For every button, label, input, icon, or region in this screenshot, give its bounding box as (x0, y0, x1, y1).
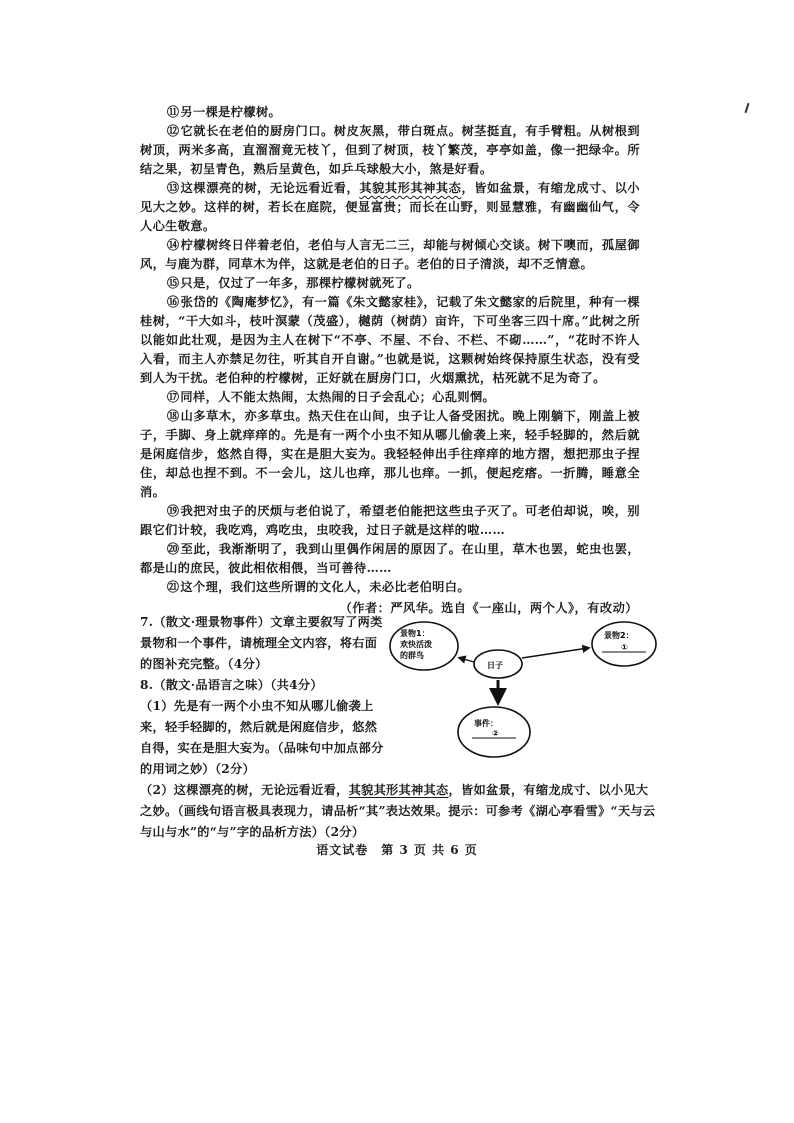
paragraph-text: 同样，人不能太热闹，太热闹的日子会乱心；心乱则惘。 (180, 390, 496, 404)
paragraph-number: ⑲ (166, 504, 180, 518)
paragraph-15 (140, 274, 640, 293)
arrow-to-node-2 (522, 648, 588, 658)
paragraph-text: 至此，我渐渐明了，我到山里偶作闲居的原因了。在山里，草木也罢，蛇虫也罢，都是山的庶民，彼此相依相偎，当可善待…… (140, 542, 641, 575)
paragraph-number: ⑳ (166, 542, 180, 556)
diagram-node-1-line3: 的群鸟 (400, 651, 424, 660)
paragraph-number: ⑬ (166, 181, 180, 195)
diagram-node-3-blank-marker: ② (492, 729, 499, 738)
diagram-node-2-blank-marker: ① (621, 643, 628, 652)
paragraph-14 (140, 236, 640, 274)
diagram-center-label: 日子 (487, 661, 503, 670)
paragraph-text: 我把对虫子的厌烦与老伯说了，希望老伯能把这些虫子灭了。可老伯却说，唉，别跟它们计较，我吃鸡，鸡吃虫，虫咬我，过日子就是这样的啦…… (140, 504, 641, 537)
paragraph-11 (140, 103, 640, 122)
paragraph-text: 这棵漂亮的树，无论远看近看， (180, 181, 360, 195)
paragraph-number: ⑯ (166, 295, 180, 309)
paragraph-13 (140, 179, 640, 236)
paragraph-text: 张岱的《陶庵梦忆》，有一篇《朱文懿家桂》，记载了朱文懿家的后院里，种有一棵桂树，“干大如斗，枝叶溟蒙（茂盛），樾荫（树荫）亩许，下可坐客三四十席。”此树之所以能如此壮观，是因为主人在树下“不亭、不屋、不台、不栏、不砌……”，“花时不许人入看，而主人亦禁足勿往，听其自开自谢。”也就是说，这颗树始终保持原生状态，没有受到人为干扰。老伯种的柠檬树，正好就在厨房门口，火烟熏扰，枯死就不足为奇了。 (140, 295, 640, 385)
question-7 (140, 612, 385, 675)
footer-text: 语文试卷 第 3 页 共 6 页 (316, 843, 478, 857)
question-8-part-1 (140, 696, 385, 780)
paragraph-number: ㉑ (166, 580, 180, 594)
underlined-phrase: 其貌其形其神其态 (359, 181, 462, 195)
question-8-score: （共4分） (270, 678, 323, 692)
paragraph-20 (140, 540, 640, 578)
paragraph-text: 柠檬树终日伴着老伯，老伯与人言无二三，却能与树倾心交谈。树下噢而，孤屋御风，与鹿为群，同草木为伴，这就是老伯的日子。老伯的日子清淡，却不乏情意。 (140, 238, 641, 271)
paragraph-12 (140, 122, 640, 179)
paragraph-17 (140, 388, 640, 407)
paragraph-19 (140, 502, 640, 540)
essay-article (140, 103, 640, 618)
paragraph-18 (140, 407, 640, 502)
paragraph-number: ⑪ (166, 105, 180, 119)
paragraph-number: ⑭ (166, 238, 180, 252)
question-text: ，皆如盆景，有缩龙成寸、以小见大之妙。（画线句语言极具表现力，请品析“其”表达效果。提示：可参考《湖心亭看雪》“天与云与山与水”的“与”字的品析方法）（2分） (140, 783, 656, 839)
paragraph-text: 它就长在老伯的厨房门口。树皮灰黑，带白斑点。树茎挺直，有手臂粗。从树根到树顶，两米多高，直溜溜竟无枝丫，但到了树顶，枝丫繁茂，亭亭如盖，像一把绿伞。所结之果，初呈青色，熟后呈黄色，如乒乓球般大小，煞是好看。 (140, 124, 641, 176)
question-8-part-2 (140, 780, 660, 843)
question-7-heading: 7.（散文·理景物事件） (140, 615, 271, 629)
paragraph-number: ⑱ (166, 409, 180, 423)
question-7-text: 文章主要叙写了两类景物和一个事件，请梳理全文内容，将右面的图补充完整。（4分） (140, 615, 383, 671)
paragraph-text: 这个理，我们这些所谓的文化人，未必比老伯明白。 (180, 580, 470, 594)
question-text: ，悠然自得，实在是胆大妄为。（品味句中加点部分的用词之妙）（2分） (140, 720, 384, 776)
diagram-node-2-label: 景物2： (604, 631, 634, 640)
diagram-node-3-label: 事件： (474, 719, 498, 728)
diagram-node-1-label: 景物1： (400, 629, 430, 638)
question-text: （2）这棵漂亮的树，无论远看近看， (140, 783, 349, 797)
question-text: （1）先是有一两个小虫不知从哪儿偷袭上来，轻手轻脚的，然后就是 (140, 699, 374, 734)
paragraph-number: ⑫ (166, 124, 180, 138)
paragraph-number: ⑮ (166, 276, 180, 290)
page-footer (0, 841, 794, 858)
diagram-node-1-line2: 欢快活泼 (400, 640, 432, 649)
arrow-to-node-1 (460, 658, 474, 662)
paragraph-text: 只是，仅过了一年多，那棵柠檬树就死了。 (180, 276, 420, 290)
paragraph-21 (140, 578, 640, 597)
paragraph-16 (140, 293, 640, 388)
paragraph-text: 另一棵是柠檬树。 (180, 105, 282, 119)
dotted-phrase: 闲庭信步 (289, 720, 340, 734)
author-text: （作者：严风华。选自《一座山，两个人》，有改动） (339, 601, 638, 615)
question-8-heading: 8.（散文·品语言之味） (140, 678, 271, 692)
paragraph-number: ⑰ (166, 390, 180, 404)
paragraph-text: ，皆如盆景，有缩龙成寸、以小见大之妙。这样的树，若长在庭院，便显富贵；而长在山野，则显慧雅，有幽幽仙气，令人心生敬意。 (140, 181, 640, 233)
question-7-diagram (388, 620, 658, 765)
paragraph-text: 山多草木，亦多草虫。热天住在山间，虫子让人备受困扰。晚上刚躺下，刚盖上被子，手脚、身上就痒痒的。先是有一两个小虫不知从哪儿偷袭上来，轻手轻脚的，然后就是闲庭信步，悠然自得，实在是胆大妄为。我轻轻伸出手往痒痒的地方摺，想把那虫子捏住，却总也捏不到。不一会儿，这儿也痒，那儿也痒。一抓，便起疙瘩。一折腾，睡意全消。 (140, 409, 641, 499)
underlined-phrase: 其貌其形其神其态 (348, 783, 449, 797)
scan-artifact (745, 103, 750, 113)
